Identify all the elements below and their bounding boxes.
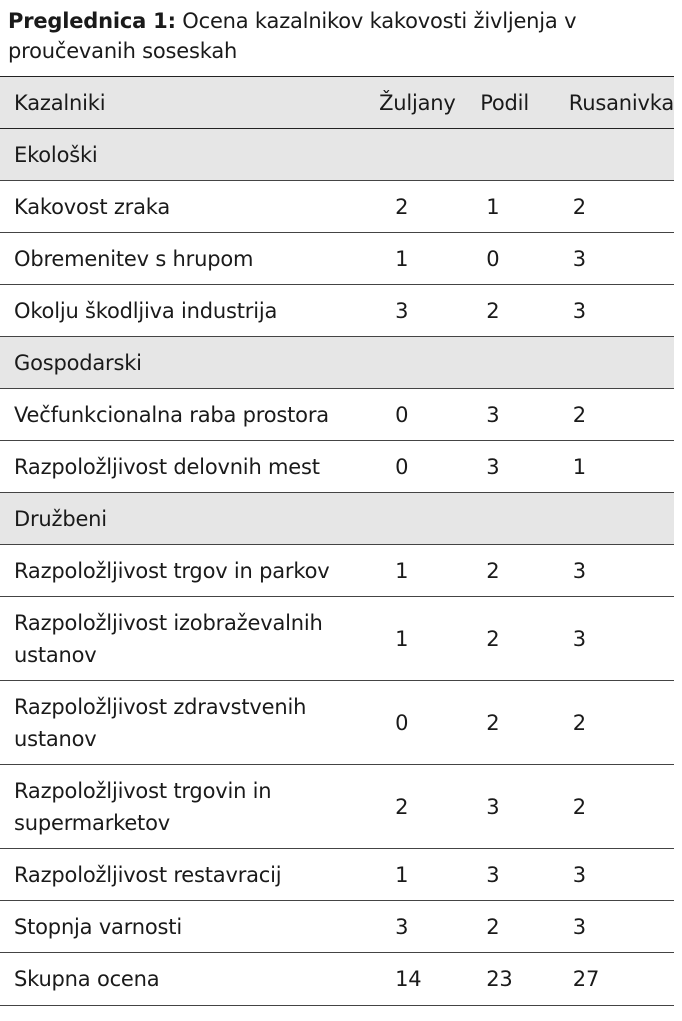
value-rusanivka: 2 bbox=[569, 181, 674, 233]
caption-label: Preglednica 1: bbox=[8, 9, 176, 33]
table-row bbox=[0, 901, 674, 953]
header-zuljany: Žuljany bbox=[379, 77, 480, 129]
value-rusanivka: 2 bbox=[569, 765, 674, 849]
row-label: Obremenitev s hrupom bbox=[0, 233, 379, 285]
row-label: Razpoložljivost trgovin in supermarketov bbox=[0, 765, 379, 849]
value-rusanivka: 2 bbox=[569, 389, 674, 441]
table-row bbox=[0, 441, 674, 493]
section-row-ecological bbox=[0, 129, 674, 181]
section-title: Ekološki bbox=[0, 129, 674, 181]
value-zuljany: 1 bbox=[379, 233, 480, 285]
table-row bbox=[0, 285, 674, 337]
section-title: Družbeni bbox=[0, 493, 674, 545]
value-zuljany: 2 bbox=[379, 765, 480, 849]
table-row bbox=[0, 765, 674, 849]
row-label: Stopnja varnosti bbox=[0, 901, 379, 953]
value-rusanivka: 2 bbox=[569, 681, 674, 765]
table-row bbox=[0, 849, 674, 901]
table-row bbox=[0, 681, 674, 765]
value-podil: 2 bbox=[480, 545, 569, 597]
table-row bbox=[0, 233, 674, 285]
value-rusanivka: 3 bbox=[569, 285, 674, 337]
value-podil: 2 bbox=[480, 901, 569, 953]
value-zuljany: 2 bbox=[379, 181, 480, 233]
value-podil: 3 bbox=[480, 849, 569, 901]
indicators-table bbox=[0, 76, 674, 1006]
value-zuljany: 1 bbox=[379, 849, 480, 901]
table-header-row bbox=[0, 77, 674, 129]
table-row bbox=[0, 389, 674, 441]
total-rusanivka: 27 bbox=[569, 953, 674, 1006]
section-title: Gospodarski bbox=[0, 337, 674, 389]
row-label: Razpoložljivost zdravstvenih ustanov bbox=[0, 681, 379, 765]
row-label: Večfunkcionalna raba prostora bbox=[0, 389, 379, 441]
value-rusanivka: 3 bbox=[569, 545, 674, 597]
header-rusanivka: Rusanivka bbox=[569, 77, 674, 129]
row-label: Okolju škodljiva industrija bbox=[0, 285, 379, 337]
value-podil: 2 bbox=[480, 285, 569, 337]
value-zuljany: 1 bbox=[379, 545, 480, 597]
row-label: Kakovost zraka bbox=[0, 181, 379, 233]
table-row bbox=[0, 545, 674, 597]
value-zuljany: 3 bbox=[379, 285, 480, 337]
total-podil: 23 bbox=[480, 953, 569, 1006]
value-podil: 3 bbox=[480, 765, 569, 849]
total-row bbox=[0, 953, 674, 1006]
value-rusanivka: 3 bbox=[569, 849, 674, 901]
value-podil: 2 bbox=[480, 681, 569, 765]
table-caption bbox=[8, 6, 676, 66]
table-row bbox=[0, 597, 674, 681]
value-zuljany: 3 bbox=[379, 901, 480, 953]
row-label: Razpoložljivost restavracij bbox=[0, 849, 379, 901]
value-podil: 1 bbox=[480, 181, 569, 233]
row-label: Razpoložljivost izobraževalnih ustanov bbox=[0, 597, 379, 681]
value-zuljany: 0 bbox=[379, 389, 480, 441]
value-zuljany: 0 bbox=[379, 441, 480, 493]
value-podil: 2 bbox=[480, 597, 569, 681]
value-podil: 3 bbox=[480, 389, 569, 441]
header-podil: Podil bbox=[480, 77, 569, 129]
value-podil: 0 bbox=[480, 233, 569, 285]
caption-text: Ocena kazalnikov kakovosti življenja v proučevanih soseskah bbox=[8, 9, 577, 63]
value-rusanivka: 3 bbox=[569, 597, 674, 681]
total-zuljany: 14 bbox=[379, 953, 480, 1006]
section-row-social bbox=[0, 493, 674, 545]
value-zuljany: 1 bbox=[379, 597, 480, 681]
value-zuljany: 0 bbox=[379, 681, 480, 765]
row-label: Razpoložljivost delovnih mest bbox=[0, 441, 379, 493]
value-rusanivka: 3 bbox=[569, 233, 674, 285]
total-label: Skupna ocena bbox=[0, 953, 379, 1006]
section-row-economic bbox=[0, 337, 674, 389]
row-label: Razpoložljivost trgov in parkov bbox=[0, 545, 379, 597]
value-rusanivka: 3 bbox=[569, 901, 674, 953]
value-podil: 3 bbox=[480, 441, 569, 493]
table-row bbox=[0, 181, 674, 233]
value-rusanivka: 1 bbox=[569, 441, 674, 493]
header-indicators: Kazalniki bbox=[0, 77, 379, 129]
